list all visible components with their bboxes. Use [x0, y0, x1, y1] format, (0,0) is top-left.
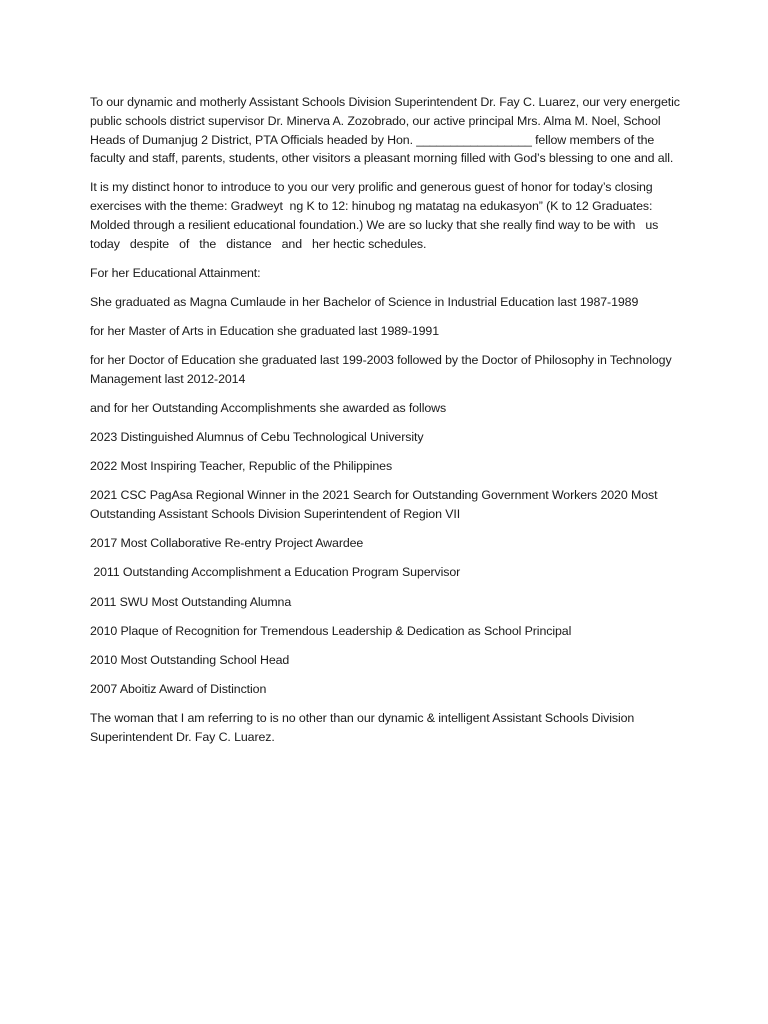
accomplishment-item: 2010 Most Outstanding School Head	[90, 652, 290, 667]
accomplishment-item: 2022 Most Inspiring Teacher, Republic of the Philippines	[90, 459, 393, 474]
accomplishment-item: 2021 CSC PagAsa Regional Winner in the 2021 Search for Outstanding Government Workers 2020 Most Outstanding Assistant Schools Division Superintendent of Region VII	[90, 488, 661, 522]
accomplishment-item: 2011 SWU Most Outstanding Alumna	[90, 594, 292, 609]
closing-paragraph: The woman that I am referring to is no other than our dynamic & intelligent Assistant Schools Division Superintendent Dr. Fay C. Luarez.	[90, 710, 638, 744]
accomplishment-item: 2011 Outstanding Accomplishment a Education Program Supervisor	[90, 565, 461, 580]
greeting-paragraph: To our dynamic and motherly Assistant Schools Division Superintendent Dr. Fay C. Luarez, our very energetic public schools district supervisor Dr. Minerva A. Zozobrado, our active principal Mrs. Alma M. Noel, School Heads of Dumanjug 2 District, PTA Officials headed by Hon. _________________ fellow members of the faculty and staff, parents, students, other visitors a pleasant morning filled with God’s blessing to one and all.	[90, 95, 684, 166]
education-doctorate: for her Doctor of Education she graduated last 199-2003 followed by the Doctor of Philosophy in Technology Management last 2012-2014	[90, 353, 675, 387]
introduction-paragraph: It is my distinct honor to introduce to you our very prolific and generous guest of honor for today’s closing exercises with the theme: Gradweyt ng K to 12: hinubog ng matatag na edukasyon” (K to 12 Graduates: Molded through a resilient educational foundation.) We are so lucky that she really find way to be with us today despite of the distance and her hectic schedules.	[90, 180, 669, 251]
accomplishment-item: 2010 Plaque of Recognition for Tremendous Leadership & Dedication as School Principal	[90, 623, 572, 638]
education-heading: For her Educational Attainment:	[90, 265, 261, 280]
accomplishment-item: 2007 Aboitiz Award of Distinction	[90, 681, 267, 696]
accomplishment-item: 2023 Distinguished Alumnus of Cebu Technological University	[90, 430, 424, 445]
education-bachelor: She graduated as Magna Cumlaude in her Bachelor of Science in Industrial Education last 1987-1989	[90, 295, 639, 310]
education-master: for her Master of Arts in Education she graduated last 1989-1991	[90, 324, 440, 339]
accomplishments-heading: and for her Outstanding Accomplishments she awarded as follows	[90, 401, 447, 416]
document-body	[90, 93, 684, 757]
accomplishment-item: 2017 Most Collaborative Re-entry Project Awardee	[90, 536, 364, 551]
